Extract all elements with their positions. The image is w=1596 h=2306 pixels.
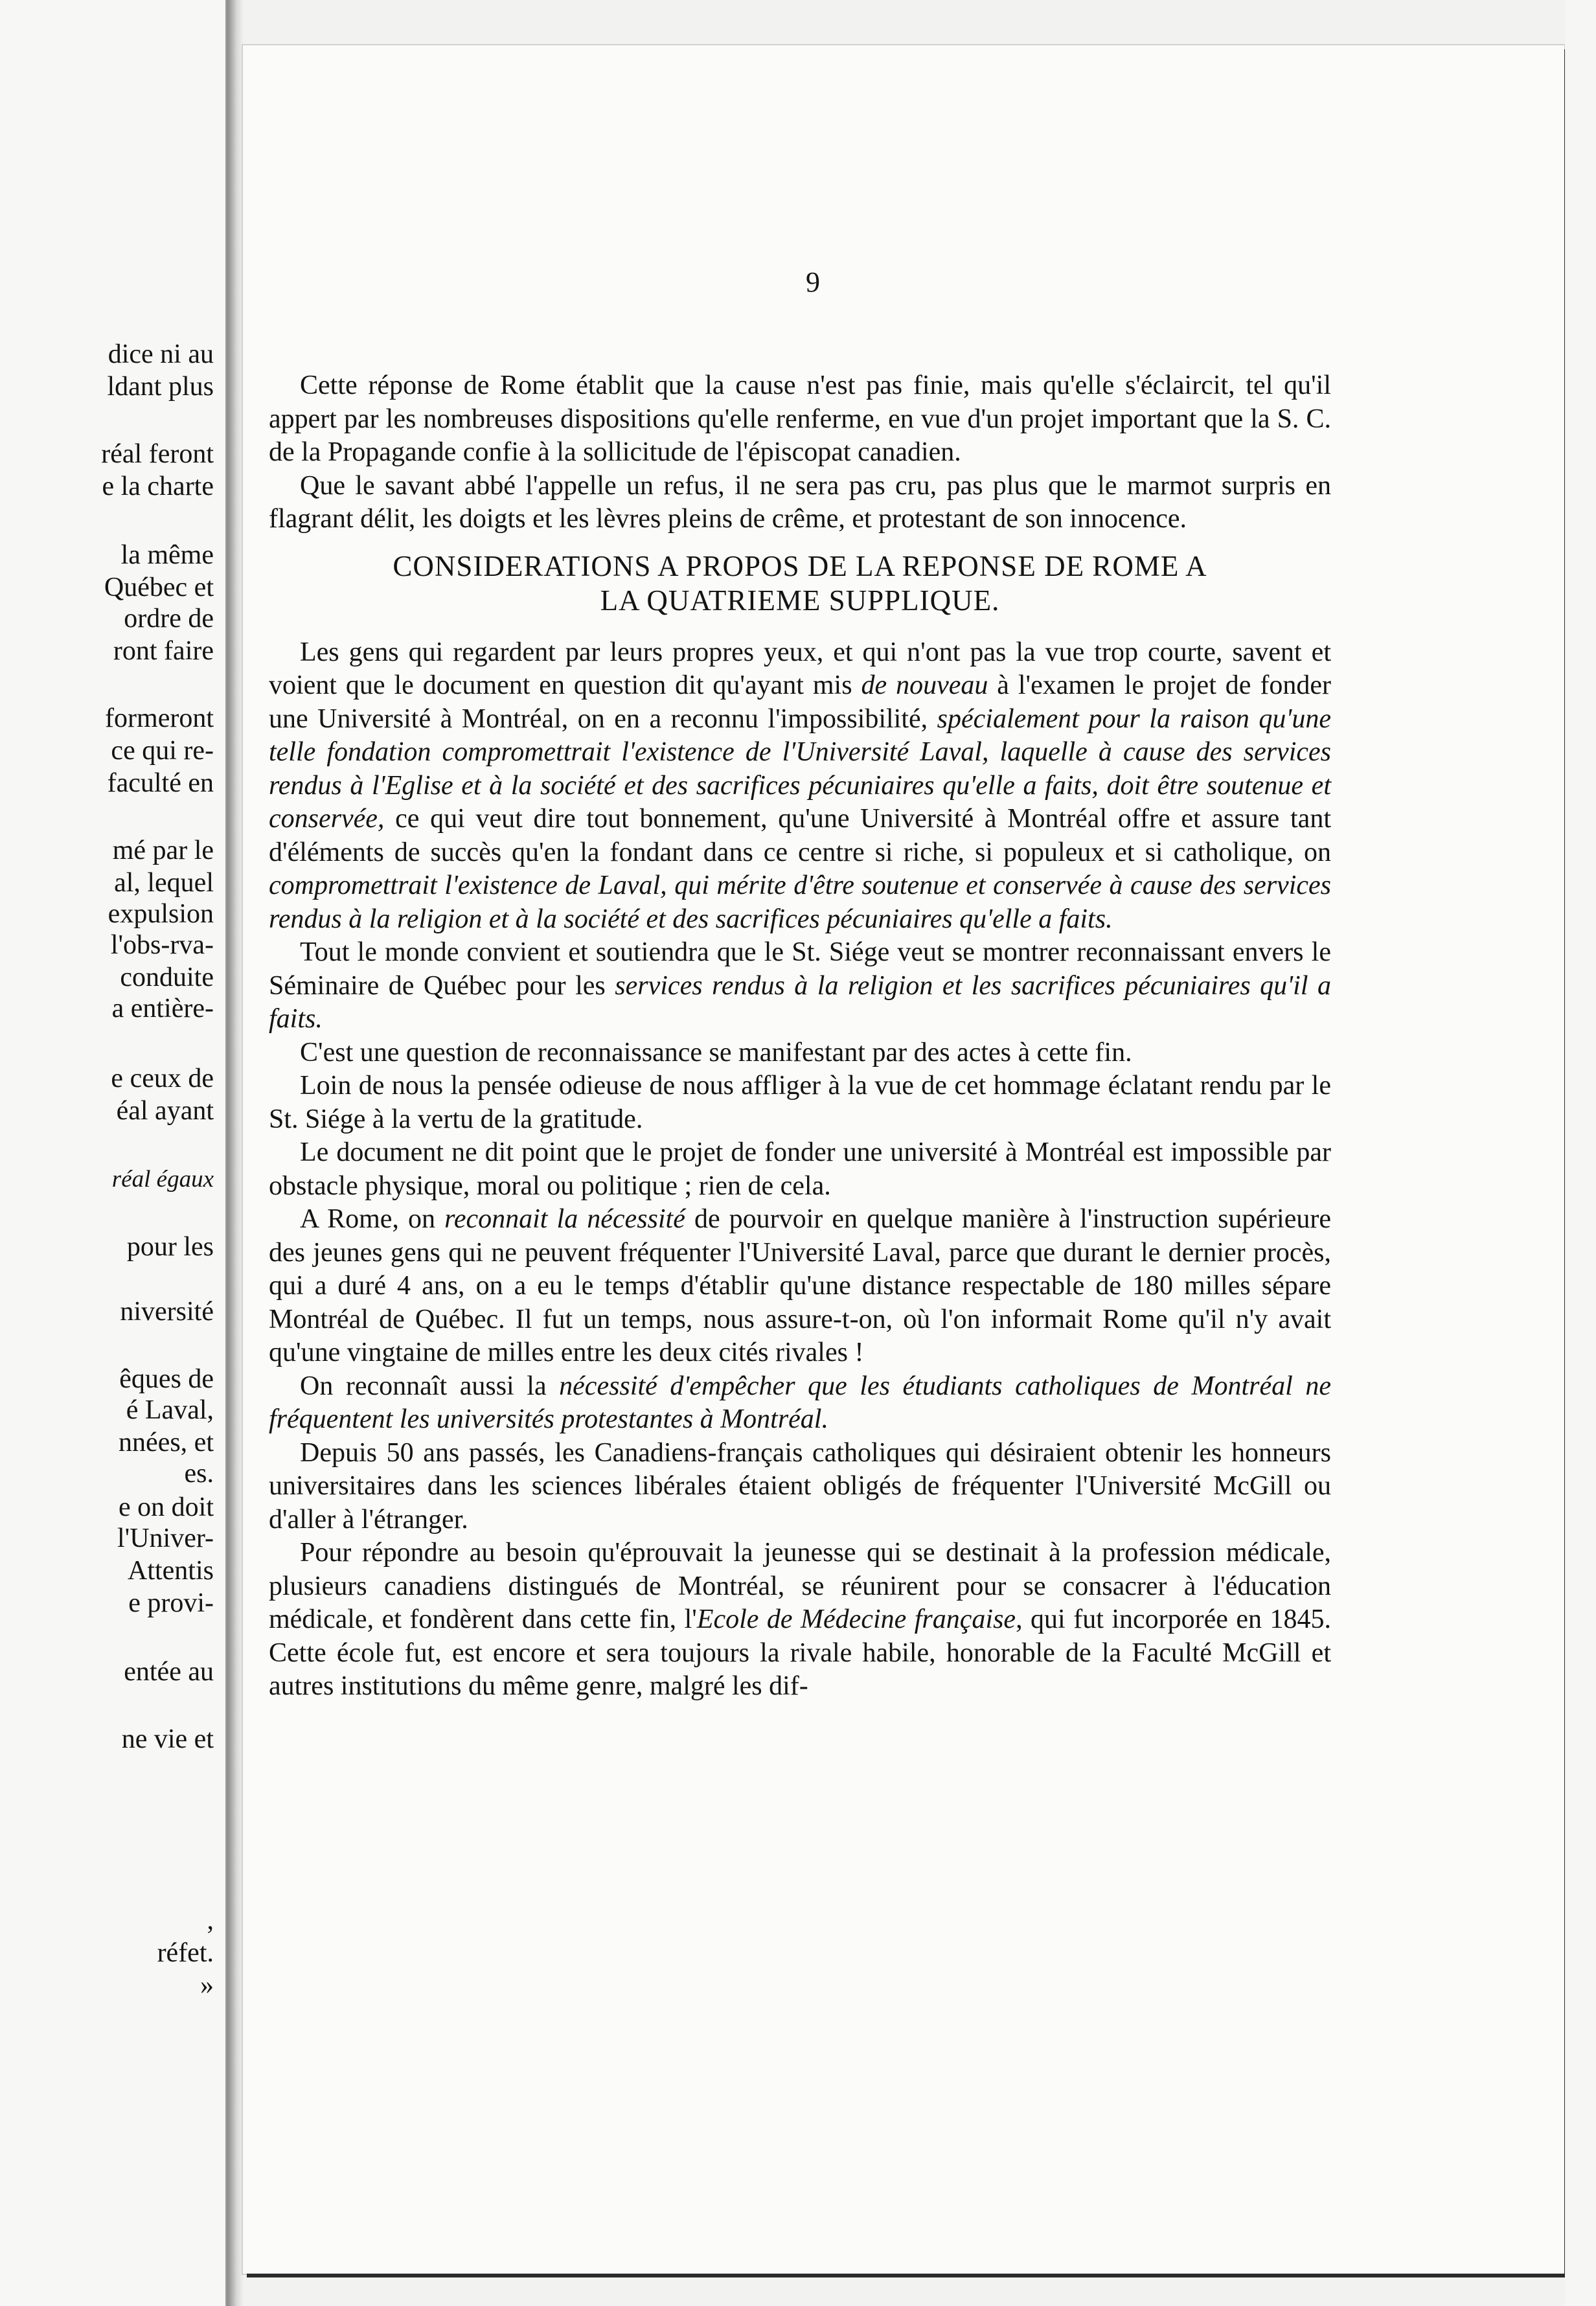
facing-page-line: niversité [120, 1297, 214, 1327]
text-run: C'est une question de reconnaissance se manifestant par des actes à cette fin. [300, 1037, 1132, 1067]
page-edge [1565, 0, 1596, 2306]
page-number: 9 [806, 266, 820, 298]
facing-page-line: nnées, et [119, 1428, 214, 1457]
text-run: Les gens qui regardent par leurs propres yeux, et qui n'ont pas la vue trop courte, savent et voient que le document en question dit qu'ayant mis [269, 637, 1331, 700]
facing-page-line: l'Univer- [117, 1524, 214, 1553]
paragraph [269, 936, 1331, 1036]
facing-page-line: dice ni au [108, 339, 214, 369]
facing-page-line: Attentis [128, 1556, 214, 1586]
facing-page-line: entée au [124, 1657, 214, 1687]
text-run: Pour répondre au besoin qu'éprouvait la jeunesse qui se destinait à la profession médicale, plusieurs canadiens distingués de Montréal, se réunirent pour se consacrer à l'éducation médicale, et fondèrent dans cette fin, l' [269, 1538, 1331, 1634]
section-heading [269, 549, 1331, 618]
facing-page-line: pour les [126, 1232, 214, 1262]
text-run: Que le savant abbé l'appelle un refus, il ne sera pas cru, pas plus que le marmot surpris en flagrant délit, les doigts et les lèvres pleins de crême, et protestant de son innocence. [269, 470, 1331, 534]
page-body [269, 369, 1331, 1704]
document-page [243, 45, 1564, 2274]
paragraph [269, 1069, 1331, 1136]
paragraph [269, 1536, 1331, 1704]
italic-text-run: Ecole de Médecine française [696, 1604, 1016, 1634]
paragraphs-after-heading [269, 636, 1331, 1704]
italic-text-run: reconnait la nécessité [444, 1204, 685, 1234]
paragraphs-before-heading [269, 369, 1331, 536]
facing-page-line: e on doit [119, 1492, 214, 1522]
facing-page-line: réal égaux [111, 1166, 214, 1193]
facing-page-line: e ceux de [111, 1064, 214, 1093]
text-run: Tout le monde convient et soutiendra que le St. Siége veut se montrer reconnaissant envers le Séminaire de Québec pour les [269, 937, 1331, 1001]
facing-page-line: éal ayant [116, 1096, 214, 1126]
facing-page-line: , [207, 1906, 214, 1935]
italic-text-run: compromettrait l'existence de Laval, qui mérite d'être soutenue et conservée à cause des services rendus à la religion et à la société et des sacrifices pécuniaires qu'elle a faits. [269, 871, 1331, 934]
paragraph [269, 1437, 1331, 1537]
facing-page-line: a entière- [111, 994, 214, 1023]
paragraph [269, 1370, 1331, 1437]
italic-text-run: services rendus à la religion et les sacrifices pécuniaires qu'il a faits. [269, 970, 1331, 1034]
facing-page-line: réal feront [101, 439, 214, 469]
facing-page-line: ne vie et [121, 1724, 214, 1754]
text-run: Le document ne dit point que le projet de fonder une université à Montréal est impossible par obstacle physique, moral ou politique ; rien de cela. [269, 1137, 1331, 1201]
facing-page-line: réfet. [157, 1938, 214, 1968]
facing-page-line: Québec et [104, 573, 214, 602]
paragraph [269, 636, 1331, 937]
paragraph [269, 1136, 1331, 1203]
facing-page-line: e la charte [102, 472, 214, 501]
section-heading-line-1: CONSIDERATIONS A PROPOS DE LA REPONSE DE ROME A [393, 549, 1207, 582]
facing-page-line: es. [184, 1459, 214, 1489]
facing-page-line: expulsion [108, 899, 214, 929]
facing-page-line: ce qui re- [111, 736, 214, 766]
facing-page-line: al, lequel [114, 868, 214, 898]
facing-page-line: faculté en [107, 768, 214, 798]
text-run: Loin de nous la pensée odieuse de nous affliger à la vue de cet hommage éclatant rendu par le St. Siége à la vertu de la gratitude. [269, 1071, 1331, 1134]
text-run: ce qui veut dire tout bonnement, qu'une Université à Montréal offre et assure tant d'éléments de succès qu'en la fondant dans ce centre si riche, si populeux et si catholique, on [269, 804, 1331, 867]
italic-text-run: de nouveau [861, 670, 988, 700]
facing-page-line: é Laval, [126, 1395, 214, 1425]
facing-page-line: formeront [105, 703, 214, 733]
paragraph [269, 1036, 1331, 1070]
italic-text-run: spécialement pour la raison qu'une telle fondation compromettrait l'existence de l'Université Laval, laquelle à cause des services rendus à l'Eglise et à la société et des sacrifices pécuniaires qu'elle a faits, doit être soutenue et conservée, [269, 703, 1331, 834]
facing-page-line: ldant plus [107, 372, 214, 402]
paragraph [269, 1203, 1331, 1370]
facing-page-line: mé par le [112, 836, 214, 865]
text-run: On reconnaît aussi la [300, 1371, 560, 1401]
text-run: Cette réponse de Rome établit que la cause n'est pas finie, mais qu'elle s'éclaircit, tel qu'il appert par les nombreuses dispositions qu'elle renferme, en vue d'un projet important que la S. C. de la Propagande confie à la sollicitude de l'épiscopat canadien. [269, 371, 1331, 467]
section-heading-line-2: LA QUATRIEME SUPPLIQUE. [600, 584, 1000, 617]
text-run: , qui fut incorporée en 1845. Cette école fut, est encore et sera toujours la rivale habile, honorable de la Faculté McGill et autres institutions du même genre, malgré les dif- [269, 1604, 1332, 1701]
text-run: de pourvoir en quelque manière à l'instruction supérieure des jeunes gens qui ne peuvent fréquenter l'Université Laval, parce que durant le dernier procès, qui a duré 4 ans, on a eu le temps d'établir qu'une distance respectable de 180 milles sépare Montréal de Québec. Il fut un temps, nous assure-t-on, où l'on informait Rome qu'il n'y avait qu'une vingtaine de milles entre les deux cités rivales ! [269, 1204, 1331, 1367]
italic-text-run: nécessité d'empêcher que les étudiants catholiques de Montréal ne fréquentent les universités protestantes à Montréal. [269, 1371, 1332, 1434]
book-gutter [227, 0, 243, 2306]
facing-page-line: ront faire [113, 636, 214, 666]
facing-page-line: êques de [119, 1364, 214, 1394]
facing-page-line: » [200, 1970, 214, 2000]
text-run: A Rome, on [300, 1204, 445, 1234]
facing-page-line: conduite [120, 963, 214, 992]
paragraph [269, 470, 1331, 536]
text-run: Depuis 50 ans passés, les Canadiens-français catholiques qui désiraient obtenir les honneurs universitaires dans les sciences libérales étaient obligés de fréquenter l'Université McGill ou d'aller à l'étranger. [269, 1437, 1331, 1535]
facing-page-line: l'obs-rva- [110, 930, 214, 960]
paragraph [269, 369, 1331, 470]
facing-page-line: e provi- [128, 1588, 214, 1618]
facing-page-fragment [0, 0, 227, 2306]
facing-page-line: ordre de [124, 604, 214, 634]
facing-page-line: la même [120, 540, 214, 570]
text-run: à l'examen le projet de fonder une Université à Montréal, on en a reconnu l'impossibilité, [269, 670, 1331, 734]
